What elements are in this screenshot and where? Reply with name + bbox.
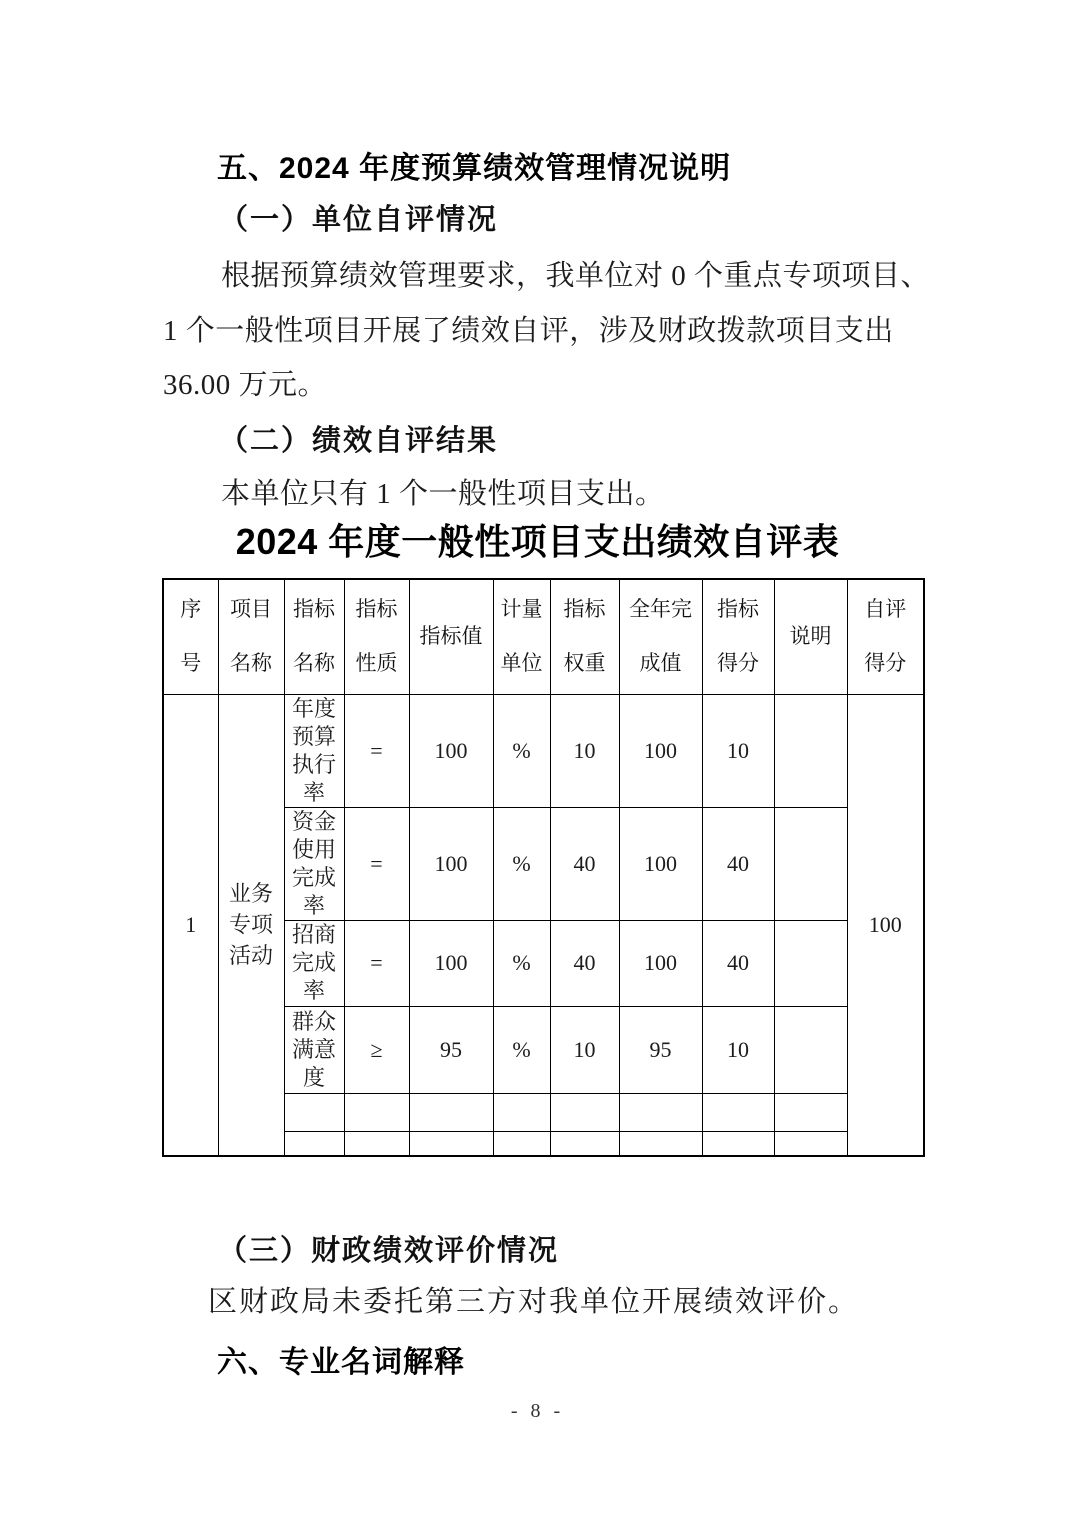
cell-indicator-score: 10 [702, 1006, 774, 1093]
header-unit: 计量 单位 [493, 579, 550, 694]
cell-indicator-score: 10 [702, 694, 774, 807]
cell-indicator-value: 100 [409, 920, 493, 1006]
cell-note [774, 807, 847, 920]
cell-indicator-value: 100 [409, 807, 493, 920]
cell-indicator-value: 100 [409, 694, 493, 807]
paragraph-2: 本单位只有 1 个一般性项目支出。 [221, 478, 665, 510]
paragraph-1-line-2: 1 个一般性项目开展了绩效自评，涉及财政拨款项目支出 [163, 315, 894, 347]
cell-indicator-value [409, 1093, 493, 1131]
self-evaluation-table [162, 578, 925, 1157]
table-title: 2024 年度一般性项目支出绩效自评表 [235, 521, 840, 562]
cell-indicator-score: 40 [702, 807, 774, 920]
paragraph-1-line-1: 根据预算绩效管理要求，我单位对 0 个重点专项项目、 [221, 260, 931, 292]
cell-indicator-score [702, 1093, 774, 1131]
subsection-2-heading: （二）绩效自评结果 [219, 425, 499, 457]
cell-completed-value: 95 [619, 1006, 702, 1093]
header-indicator-nature: 指标 性质 [344, 579, 409, 694]
cell-unit: % [493, 920, 550, 1006]
header-project-name: 项目 名称 [218, 579, 284, 694]
cell-indicator-name [284, 1093, 344, 1131]
cell-weight: 10 [550, 1006, 619, 1093]
cell-note [774, 1093, 847, 1131]
paragraph-3: 区财政局未委托第三方对我单位开展绩效评价。 [208, 1286, 860, 1318]
header-indicator-score: 指标 得分 [702, 579, 774, 694]
header-indicator-value: 指标值 [409, 579, 493, 694]
cell-indicator-name: 资金使用完成率 [284, 807, 344, 920]
paragraph-1-line-3: 36.00 万元。 [163, 369, 328, 401]
cell-unit [493, 1131, 550, 1156]
cell-note [774, 1131, 847, 1156]
header-seq-no: 序 号 [163, 579, 218, 694]
cell-weight [550, 1131, 619, 1156]
cell-seq-no: 1 [163, 694, 218, 1156]
cell-indicator-value: 95 [409, 1006, 493, 1093]
cell-indicator-name: 招商完成率 [284, 920, 344, 1006]
table-row [163, 694, 924, 807]
cell-weight: 40 [550, 807, 619, 920]
cell-completed-value: 100 [619, 807, 702, 920]
cell-indicator-nature [344, 1131, 409, 1156]
header-completed-value: 全年完 成值 [619, 579, 702, 694]
cell-self-score: 100 [847, 694, 924, 1156]
cell-completed-value: 100 [619, 920, 702, 1006]
cell-weight [550, 1093, 619, 1131]
cell-weight: 40 [550, 920, 619, 1006]
header-indicator-name: 指标 名称 [284, 579, 344, 694]
cell-indicator-value [409, 1131, 493, 1156]
cell-indicator-nature: ≥ [344, 1006, 409, 1093]
cell-completed-value [619, 1131, 702, 1156]
cell-indicator-name: 年度预算执行率 [284, 694, 344, 807]
cell-note [774, 920, 847, 1006]
cell-completed-value: 100 [619, 694, 702, 807]
subsection-1-heading: （一）单位自评情况 [219, 204, 499, 236]
cell-indicator-nature: = [344, 920, 409, 1006]
section-5-heading: 五、2024 年度预算绩效管理情况说明 [217, 152, 732, 185]
cell-indicator-name [284, 1131, 344, 1156]
header-note: 说明 [774, 579, 847, 694]
table-header-row [163, 579, 924, 694]
header-self-score: 自评 得分 [847, 579, 924, 694]
cell-indicator-name: 群众满意度 [284, 1006, 344, 1093]
cell-indicator-score: 40 [702, 920, 774, 1006]
cell-unit: % [493, 1006, 550, 1093]
cell-indicator-nature: = [344, 807, 409, 920]
cell-indicator-score [702, 1131, 774, 1156]
section-6-heading: 六、专业名词解释 [217, 1346, 465, 1379]
page-number: - 8 - [510, 1400, 565, 1422]
cell-completed-value [619, 1093, 702, 1131]
cell-note [774, 694, 847, 807]
cell-weight: 10 [550, 694, 619, 807]
cell-unit: % [493, 807, 550, 920]
header-weight: 指标 权重 [550, 579, 619, 694]
cell-unit: % [493, 694, 550, 807]
cell-indicator-nature [344, 1093, 409, 1131]
cell-project-name: 业务专项活动 [218, 694, 284, 1156]
cell-unit [493, 1093, 550, 1131]
cell-indicator-nature: = [344, 694, 409, 807]
subsection-3-heading: （三）财政绩效评价情况 [218, 1235, 560, 1267]
cell-note [774, 1006, 847, 1093]
